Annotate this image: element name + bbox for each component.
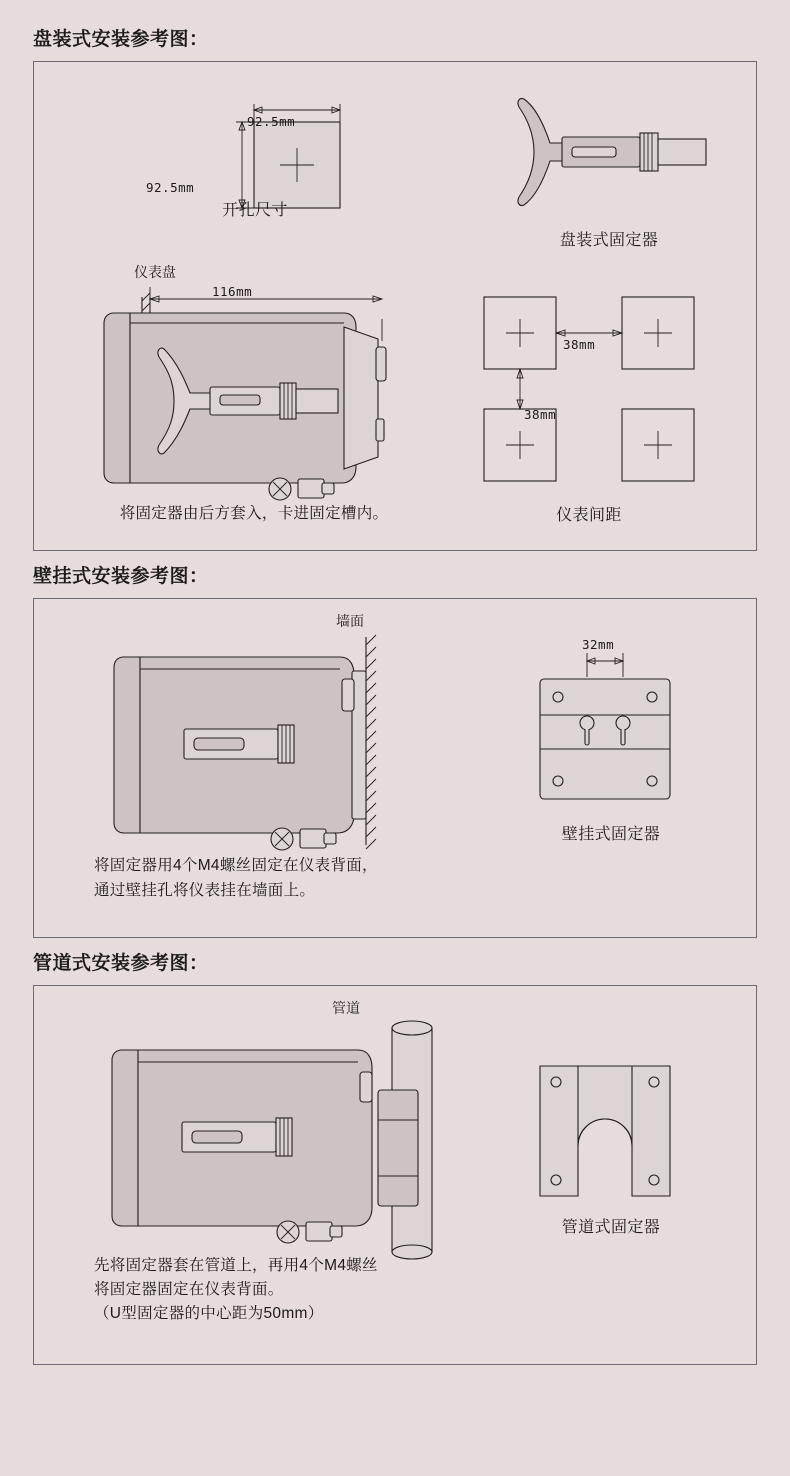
note-wall-mount-line2: 通过壁挂孔将仪表挂在墙面上。	[94, 882, 316, 899]
instrument-spacing-figure	[454, 287, 724, 497]
pipe-mount-diagram-panel	[33, 985, 757, 1365]
section-title-wall-mount: 壁挂式安装参考图：	[33, 566, 209, 587]
pipe-bracket-figure	[504, 1036, 714, 1216]
depth-dim: 116mm	[212, 284, 253, 299]
label-panel-board: 仪表盘	[134, 264, 176, 280]
wall-bracket-figure	[504, 647, 714, 817]
note-panel-mount: 将固定器由后方套入，卡进固定槽内。	[119, 505, 389, 522]
hole-width-dim: 92.5mm	[247, 114, 296, 129]
caption-wall-bracket: 壁挂式固定器	[561, 826, 661, 843]
wall-hole-spacing-dim: 32mm	[582, 637, 615, 652]
note-wall-mount-line1: 将固定器用4个M4螺丝固定在仪表背面，	[94, 857, 378, 874]
gap-v-dim: 38mm	[524, 407, 557, 422]
gap-h-dim: 38mm	[563, 337, 596, 352]
panel-mount-diagram-panel	[33, 61, 757, 551]
pipe-mount-side-view	[102, 1024, 442, 1264]
section-title-panel-mount: 盘装式安装参考图：	[33, 29, 209, 50]
panel-mount-side-view	[94, 287, 444, 502]
caption-pipe-bracket: 管道式固定器	[561, 1219, 661, 1236]
note-pipe-mount-line2: 将固定器固定在仪表背面。	[94, 1281, 284, 1298]
label-wall: 墙面	[336, 613, 364, 629]
note-pipe-mount-line3: （U型固定器的中心距为50mm）	[94, 1305, 324, 1322]
wall-mount-diagram-panel	[33, 598, 757, 938]
section-title-pipe-mount: 管道式安装参考图：	[33, 953, 209, 974]
hole-size-figure	[204, 82, 404, 252]
panel-clip-figure	[494, 87, 714, 217]
caption-panel-clip: 盘装式固定器	[559, 232, 659, 249]
label-pipe: 管道	[332, 1000, 360, 1016]
wall-mount-side-view	[104, 637, 434, 857]
caption-hole-size: 开孔尺寸	[222, 202, 288, 219]
hole-height-dim: 92.5mm	[146, 180, 195, 195]
note-pipe-mount-line1: 先将固定器套在管道上，再用4个M4螺丝	[94, 1257, 378, 1274]
caption-instrument-spacing: 仪表间距	[556, 507, 622, 524]
